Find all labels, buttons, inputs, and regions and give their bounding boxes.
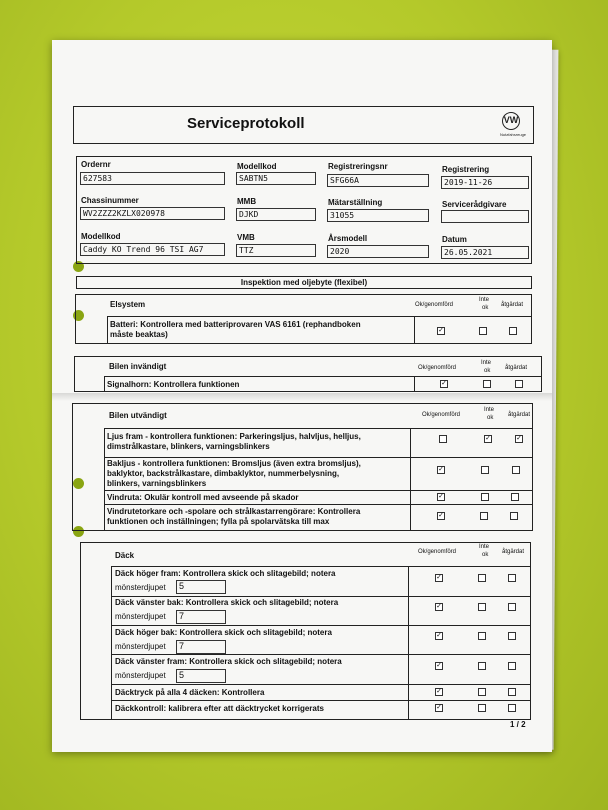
arsmodell-label: Årsmodell: [328, 234, 368, 243]
row-dack-0-text: Däck höger fram: Kontrollera skick och slitagebild; notera: [115, 569, 336, 578]
depth-value: 7: [176, 610, 226, 624]
ordernr-label: Ordernr: [81, 160, 111, 169]
done-checkbox[interactable]: ✓: [516, 435, 522, 442]
utvandigt-title: Bilen utvändigt: [109, 411, 167, 420]
done-checkbox[interactable]: [510, 512, 518, 520]
not-ok-checkbox[interactable]: [478, 574, 486, 582]
done-checkbox[interactable]: [508, 574, 516, 582]
done-checkbox[interactable]: [508, 662, 516, 670]
row-dack-1-text: Däck vänster bak: Kontrollera skick och slitagebild; notera: [115, 598, 339, 607]
ok-checkbox[interactable]: ✓: [436, 704, 442, 711]
inspection-title: Inspektion med oljebyte (flexibel): [240, 278, 368, 287]
paper-fold: [52, 393, 552, 401]
registrering-label: Registrering: [442, 165, 490, 174]
done-checkbox[interactable]: [515, 380, 523, 388]
col-notok-header: Inte: [479, 544, 490, 550]
not-ok-checkbox[interactable]: ✓: [485, 435, 491, 442]
row-invandigt-0-text: Signalhorn: Kontrollera funktionen: [107, 380, 240, 389]
modellkod-label: Modellkod: [237, 162, 277, 171]
modellkod2-label: Modellkod: [81, 232, 121, 241]
elsystem-title: Elsystem: [110, 300, 146, 309]
col-ok-header: Ok/genomförd: [418, 365, 457, 371]
col-ok-header: Ok/genomförd: [415, 302, 454, 308]
mmb-label: MMB: [237, 197, 257, 206]
datum-label: Datum: [442, 235, 467, 244]
not-ok-checkbox[interactable]: [481, 493, 489, 501]
not-ok-checkbox[interactable]: [478, 704, 486, 712]
col-done-header: åtgärdat: [505, 365, 528, 371]
arsmodell-value: 2020: [327, 245, 429, 258]
col-notok-header: Inte: [481, 360, 492, 366]
datum-value: 26.05.2021: [441, 246, 529, 259]
row-dack-4-text: Däcktryck på alla 4 däcken: Kontrollera: [115, 688, 265, 697]
done-checkbox[interactable]: [508, 688, 516, 696]
not-ok-checkbox[interactable]: [478, 662, 486, 670]
matarstallning-label: Mätarställning: [328, 198, 383, 207]
done-checkbox[interactable]: [512, 466, 520, 474]
chassinummer-label: Chassinummer: [81, 196, 139, 205]
row-dack-2-text: Däck höger bak: Kontrollera skick och slitagebild; notera: [115, 628, 332, 637]
ok-checkbox[interactable]: [439, 435, 447, 443]
ok-checkbox[interactable]: ✓: [438, 493, 444, 500]
ok-checkbox[interactable]: ✓: [436, 603, 442, 610]
matarstallning-value: 31055: [327, 209, 429, 222]
ok-checkbox[interactable]: ✓: [441, 380, 447, 387]
ok-checkbox[interactable]: ✓: [436, 632, 442, 639]
registreringsnr-label: Registreringsnr: [328, 162, 388, 171]
depth-label: mönsterdjupet: [115, 671, 166, 680]
col-notok-header-2: ok: [487, 415, 494, 421]
page-number: 1 / 2: [510, 720, 526, 729]
chassinummer-value: WV2ZZZ2KZLX020978: [80, 207, 225, 220]
registreringsnr-value: SFG66A: [327, 174, 429, 187]
col-notok-header-2: ok: [482, 552, 489, 558]
vw-logo-icon: VW: [502, 112, 520, 130]
ordernr-value: 627583: [80, 172, 225, 185]
depth-value: 7: [176, 640, 226, 654]
brand-subtitle: Nutzfahrzeuge: [500, 132, 527, 137]
col-notok-header-2: ok: [482, 305, 489, 311]
vmb-value: TTZ: [236, 244, 316, 257]
vmb-label: VMB: [237, 233, 255, 242]
not-ok-checkbox[interactable]: [478, 688, 486, 696]
depth-value: 5: [176, 580, 226, 594]
done-checkbox[interactable]: [511, 493, 519, 501]
col-ok-header: Ok/genomförd: [422, 412, 461, 418]
depth-label: mönsterdjupet: [115, 612, 166, 621]
col-done-header: åtgärdat: [501, 302, 524, 308]
ok-checkbox[interactable]: ✓: [436, 662, 442, 669]
ok-checkbox[interactable]: ✓: [438, 466, 444, 473]
invandigt-title: Bilen invändigt: [109, 362, 167, 371]
not-ok-checkbox[interactable]: [483, 380, 491, 388]
row-dack-3-text: Däck vänster fram: Kontrollera skick och slitagebild; notera: [115, 657, 342, 666]
row-utvandigt-3-text: Vindrutetorkare och -spolare och strålkastarrengörare: Kontrollera funktionen och inställningen; fylla på spolarvätska till max: [107, 507, 361, 526]
done-checkbox[interactable]: [508, 603, 516, 611]
not-ok-checkbox[interactable]: [478, 603, 486, 611]
not-ok-checkbox[interactable]: [478, 632, 486, 640]
col-done-header: åtgärdat: [502, 549, 525, 555]
not-ok-checkbox[interactable]: [480, 512, 488, 520]
col-done-header: åtgärdat: [508, 412, 531, 418]
depth-label: mönsterdjupet: [115, 642, 166, 651]
ok-checkbox[interactable]: ✓: [438, 512, 444, 519]
page-title: Serviceprotokoll: [187, 115, 305, 132]
col-notok-header: Inte: [484, 407, 495, 413]
col-notok-header: Inte: [479, 297, 490, 303]
ok-checkbox[interactable]: ✓: [436, 688, 442, 695]
ok-checkbox[interactable]: ✓: [436, 574, 442, 581]
done-checkbox[interactable]: [508, 704, 516, 712]
done-checkbox[interactable]: [509, 327, 517, 335]
done-checkbox[interactable]: [508, 632, 516, 640]
row-dack-5-text: Däckkontroll: kalibrera efter att däcktrycket korrigerats: [115, 704, 324, 713]
ok-checkbox[interactable]: ✓: [438, 327, 444, 334]
modellkod2-value: Caddy KO Trend 96 TSI AG7: [80, 243, 225, 256]
col-ok-header: Ok/genomförd: [418, 549, 457, 555]
serviceradgivare-label: Servicerådgivare: [442, 200, 507, 209]
depth-value: 5: [176, 669, 226, 683]
row-utvandigt-2-text: Vindruta: Okulär kontroll med avseende på skador: [107, 493, 299, 502]
not-ok-checkbox[interactable]: [479, 327, 487, 335]
col-notok-header-2: ok: [484, 368, 491, 374]
not-ok-checkbox[interactable]: [481, 466, 489, 474]
row-utvandigt-0-text: Ljus fram - kontrollera funktionen: Parkeringsljus, halvljus, helljus, dimstrålkastare, blinkers, varningsblinkers: [107, 432, 361, 451]
row-utvandigt-1-text: Bakljus - kontrollera funktionen: Bromsljus (även extra bromsljus), baklyktor, backstrålkastare, dimbaklyktor, nummerbelysning, blinkers, varningsblinkers: [107, 459, 361, 488]
registrering-value: 2019-11-26: [441, 176, 529, 189]
serviceradgivare-value: [441, 210, 529, 223]
dack-title: Däck: [115, 551, 135, 560]
depth-label: mönsterdjupet: [115, 583, 166, 592]
modellkod-value: SABTN5: [236, 172, 316, 185]
mmb-value: DJKD: [236, 208, 316, 221]
row-elsystem-0-text: Batteri: Kontrollera med batteriprovaren VAS 6161 (rephandboken måste beaktas): [110, 320, 361, 339]
